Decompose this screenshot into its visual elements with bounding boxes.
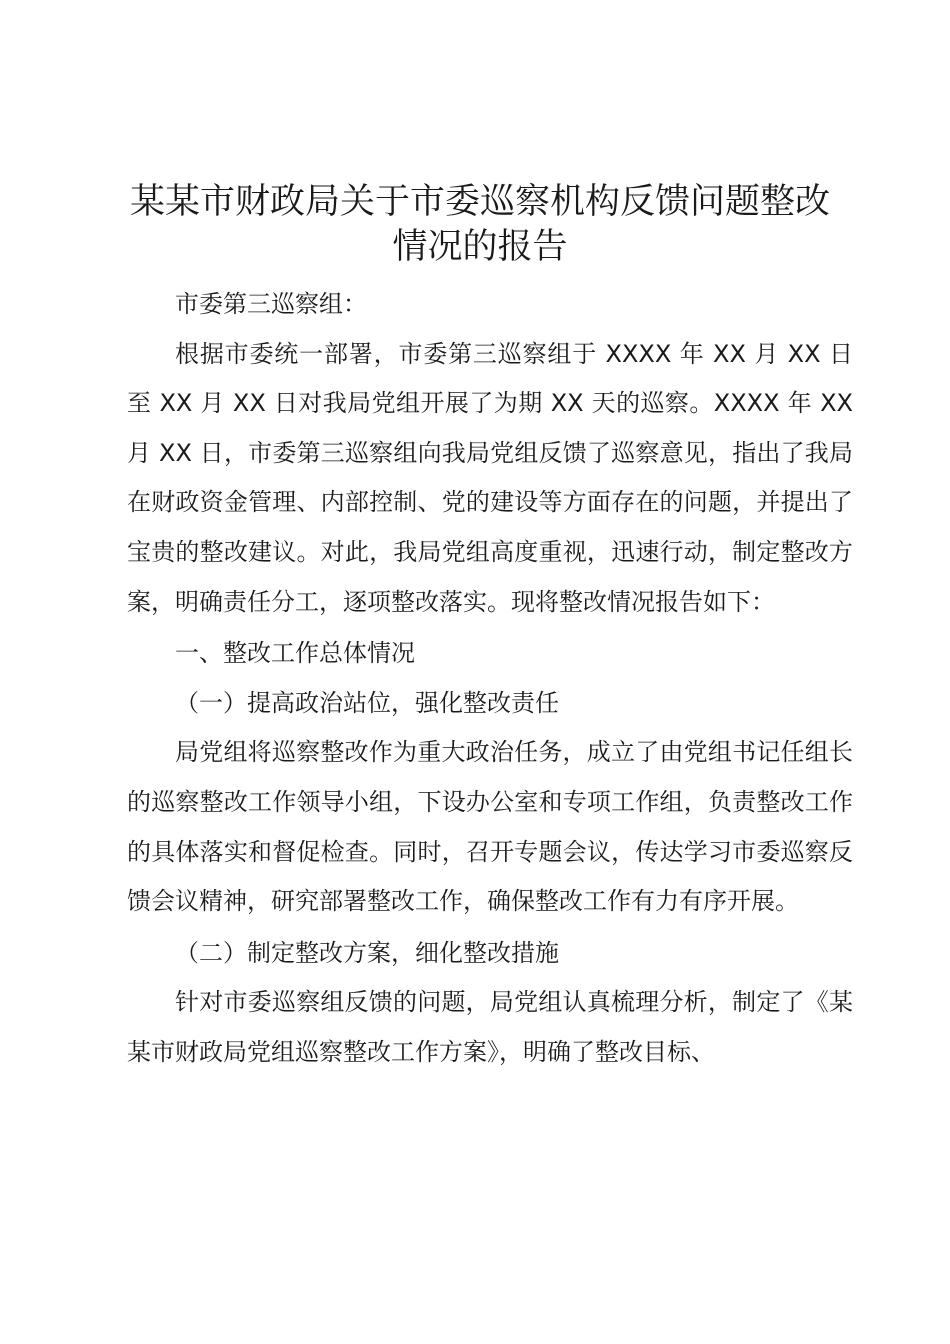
- section-heading-1: 一、整改工作总体情况: [175, 639, 415, 668]
- subsection-heading-2: （二）制定整改方案，细化整改措施: [175, 938, 559, 967]
- subsection-paragraph-1: 局党组将巡察整改作为重大政治任务，成立了由党组书记任组长的巡察整改工作领导小组，下设办公室和专项工作组，负责整改工作的具体落实和督促检查。同时，召开专题会议，传达学习市委巡察反馈会议精神，研究部署整改工作，确保整改工作有力有序开展。: [127, 738, 853, 916]
- subsection-paragraph-2: 针对市委巡察组反馈的问题，局党组认真梳理分析，制定了《某某市财政局党组巡察整改工作方案》，明确了整改目标、: [127, 988, 853, 1066]
- subsection-heading-1: （一）提高政治站位，强化整改责任: [175, 688, 559, 717]
- salutation: 市委第三巡察组：: [175, 290, 367, 318]
- document-body: [127, 280, 853, 1078]
- intro-paragraph: 根据市委统一部署，市委第三巡察组于 XXXX 年 XX 月 XX 日至 XX 月 XX 日对我局党组开展了为期 XX 天的巡察。XXXX 年 XX 月 XX 日，市委第三巡察组向我局党组反馈了巡察意见，指出了我局在财政资金管理、内部控制、党的建设等方面存在的问题，并提出了宝贵的整改建议。对此，我局党组高度重视，迅速行动，制定整改方案，明确责任分工，逐项整改落实。现将整改情况报告如下：: [127, 339, 853, 616]
- document-title: 某某市财政局关于市委巡察机构反馈问题整改情况的报告: [129, 182, 830, 267]
